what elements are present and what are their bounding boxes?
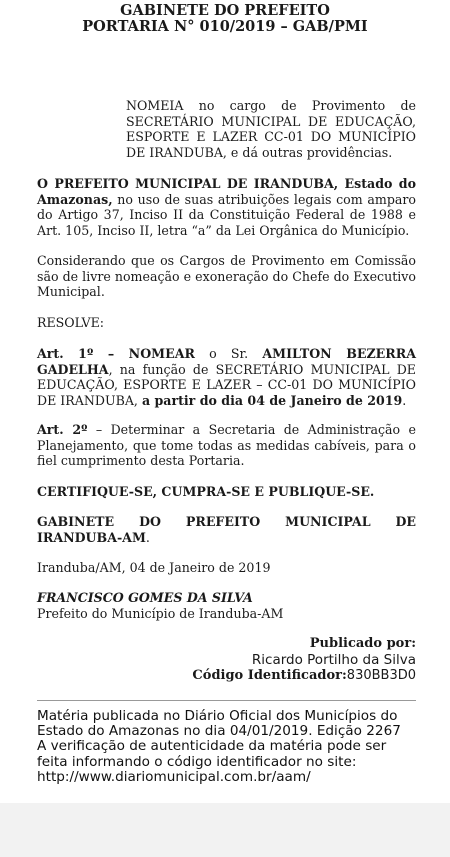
publication-footer [37, 709, 416, 785]
signature-block [37, 590, 416, 621]
identifier-label: Código Identificador: [192, 668, 347, 683]
cabinet-text: GABINETE DO PREFEITO MUNICIPAL DE IRANDUBA-AM [37, 514, 416, 545]
article-1-text-b: , na função de SECRETÁRIO MUNICIPAL DE EDUCAÇÃO, ESPORTE E LAZER – CC-01 DO MUNICÍPIO DE IRANDUBA, [37, 361, 416, 408]
publisher-name: Ricardo Portilho da Silva [251, 652, 416, 668]
place-date: Iranduba/AM, 04 de Janeiro de 2019 [37, 560, 271, 575]
article-1-text-a: o Sr. [194, 346, 263, 361]
footer-divider [37, 700, 416, 701]
article-2-label: Art. 2º [37, 422, 88, 437]
identifier-line [192, 668, 416, 684]
footer-verification-note: A verificação de autenticidade da matéria pode ser feita informando o código identificador no site: [37, 738, 387, 770]
resolve-label: RESOLVE: [37, 315, 105, 330]
footer-publication-note: Matéria publicada no Diário Oficial dos Municípios do Estado do Amazonas no dia 04/01/2019. Edição 2267 [37, 708, 401, 740]
article-2-text: – Determinar a Secretaria de Administração e Planejamento, que tome todas as medidas cabíveis, para o fiel cumprimento desta Portaria. [37, 422, 416, 468]
intro-text: no uso de suas atribuições legais com amparo do Artigo 37, Inciso II da Constituição Federal de 1988 e Art. 105, Inciso II, letra “a” da Lei Orgânica do Município. [37, 191, 416, 238]
header-line1: GABINETE DO PREFEITO [120, 2, 330, 19]
article-1-end: . [402, 392, 407, 408]
document-header [0, 3, 450, 35]
article-1-label: Art. 1º – NOMEAR [37, 346, 195, 361]
cabinet-line [37, 514, 416, 545]
signatory-name: FRANCISCO GOMES DA SILVA [37, 590, 253, 605]
certify-line: CERTIFIQUE-SE, CUMPRA-SE E PUBLIQUE-SE. [37, 484, 375, 499]
cabinet-end: . [145, 529, 150, 545]
signatory-role: Prefeito do Município de Iranduba-AM [37, 605, 284, 621]
summary-paragraph: NOMEIA no cargo de Provimento de SECRETÁRIO MUNICIPAL DE EDUCAÇÃO, ESPORTE E LAZER CC-01 DO MUNICÍPIO DE IRANDUBA, e dá outras providências. [126, 98, 416, 160]
article-1 [37, 346, 416, 408]
header-line2: PORTARIA N° 010/2019 – GAB/PMI [82, 18, 368, 35]
bottom-band [0, 803, 450, 857]
published-by-label: Publicado por: [309, 636, 416, 651]
footer-url-link[interactable]: http://www.diariomunicipal.com.br/aam/ [37, 768, 311, 785]
considering-paragraph: Considerando que os Cargos de Provimento em Comissão são de livre nomeação e exoneração do Chefe do Executivo Municipal. [37, 253, 416, 299]
intro-bold: O PREFEITO MUNICIPAL DE IRANDUBA, Estado do Amazonas, [37, 176, 416, 207]
intro-paragraph [37, 176, 416, 238]
article-2 [37, 422, 416, 469]
article-1-date: a partir do dia 04 de Janeiro de 2019 [141, 392, 403, 408]
publication-block [192, 636, 416, 684]
appointee-name: AMILTON BEZERRA GADELHA [37, 346, 416, 377]
identifier-code: 830BB3D0 [346, 668, 416, 683]
